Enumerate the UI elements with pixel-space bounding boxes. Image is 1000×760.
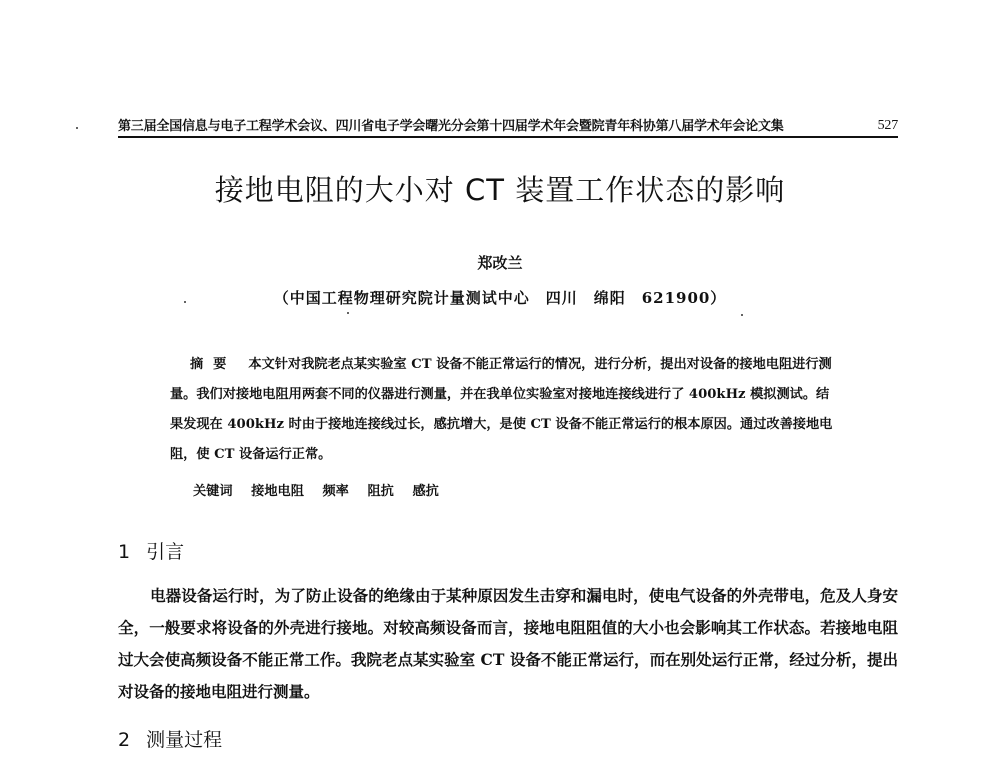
author: 郑改兰 <box>477 254 523 272</box>
scan-speck <box>347 312 349 314</box>
page-number: 527 <box>877 118 898 133</box>
section-title: 引言 <box>146 541 185 563</box>
introduction-paragraph <box>118 580 898 708</box>
running-header <box>118 112 898 134</box>
paper-title: 接地电阻的大小对 CT 装置工作状态的影响 <box>214 173 786 207</box>
section-heading-introduction <box>118 537 184 564</box>
section-heading-measurement <box>118 725 222 752</box>
abstract <box>170 350 835 470</box>
header-rule <box>118 136 898 138</box>
keywords-label: 关键词 <box>193 484 233 499</box>
abstract-label: 摘要 <box>190 357 237 372</box>
keyword: 阻抗 <box>367 484 394 499</box>
scan-speck <box>741 314 743 316</box>
running-header-text: 第三届全国信息与电子工程学术会议、四川省电子学会曙光分会第十四届学术年会暨院青年科协第八届学术年会论文集 <box>118 119 784 134</box>
keywords <box>193 480 453 499</box>
paragraph-text: 电器设备运行时，为了防止设备的绝缘由于某种原因发生击穿和漏电时，使电气设备的外壳带电，危及人身安全，一般要求将设备的外壳进行接地。对较高频设备而言，接地电阻阻值的大小也会影响其工作状态。若接地电阻过大会使高频设备不能正常工作。我院老点某实验室 CT 设备不能正常运行，而在别处运行正常，经过分析，提出对设备的接地电阻进行测量。 <box>118 586 898 701</box>
keyword: 感抗 <box>412 484 439 499</box>
section-number: 1 <box>118 541 131 563</box>
keyword: 接地电阻 <box>251 484 304 499</box>
section-title: 测量过程 <box>146 729 223 751</box>
keyword: 频率 <box>322 484 349 499</box>
scan-speck <box>76 127 78 129</box>
affiliation: （中国工程物理研究院计量测试中心 四川 绵阳 621900） <box>273 289 727 307</box>
section-number: 2 <box>118 729 131 751</box>
abstract-text: 本文针对我院老点某实验室 CT 设备不能正常运行的情况，进行分析，提出对设备的接地电阻进行测量。我们对接地电阻用两套不同的仪器进行测量，并在我单位实验室对接地连接线进行了 400kHz 模拟测试。结果发现在 400kHz 时由于接地连接线过长，感抗增大，是使 CT 设备不能正常运行的根本原因。通过改善接地电阻，使 CT 设备运行正常。 <box>170 357 833 462</box>
